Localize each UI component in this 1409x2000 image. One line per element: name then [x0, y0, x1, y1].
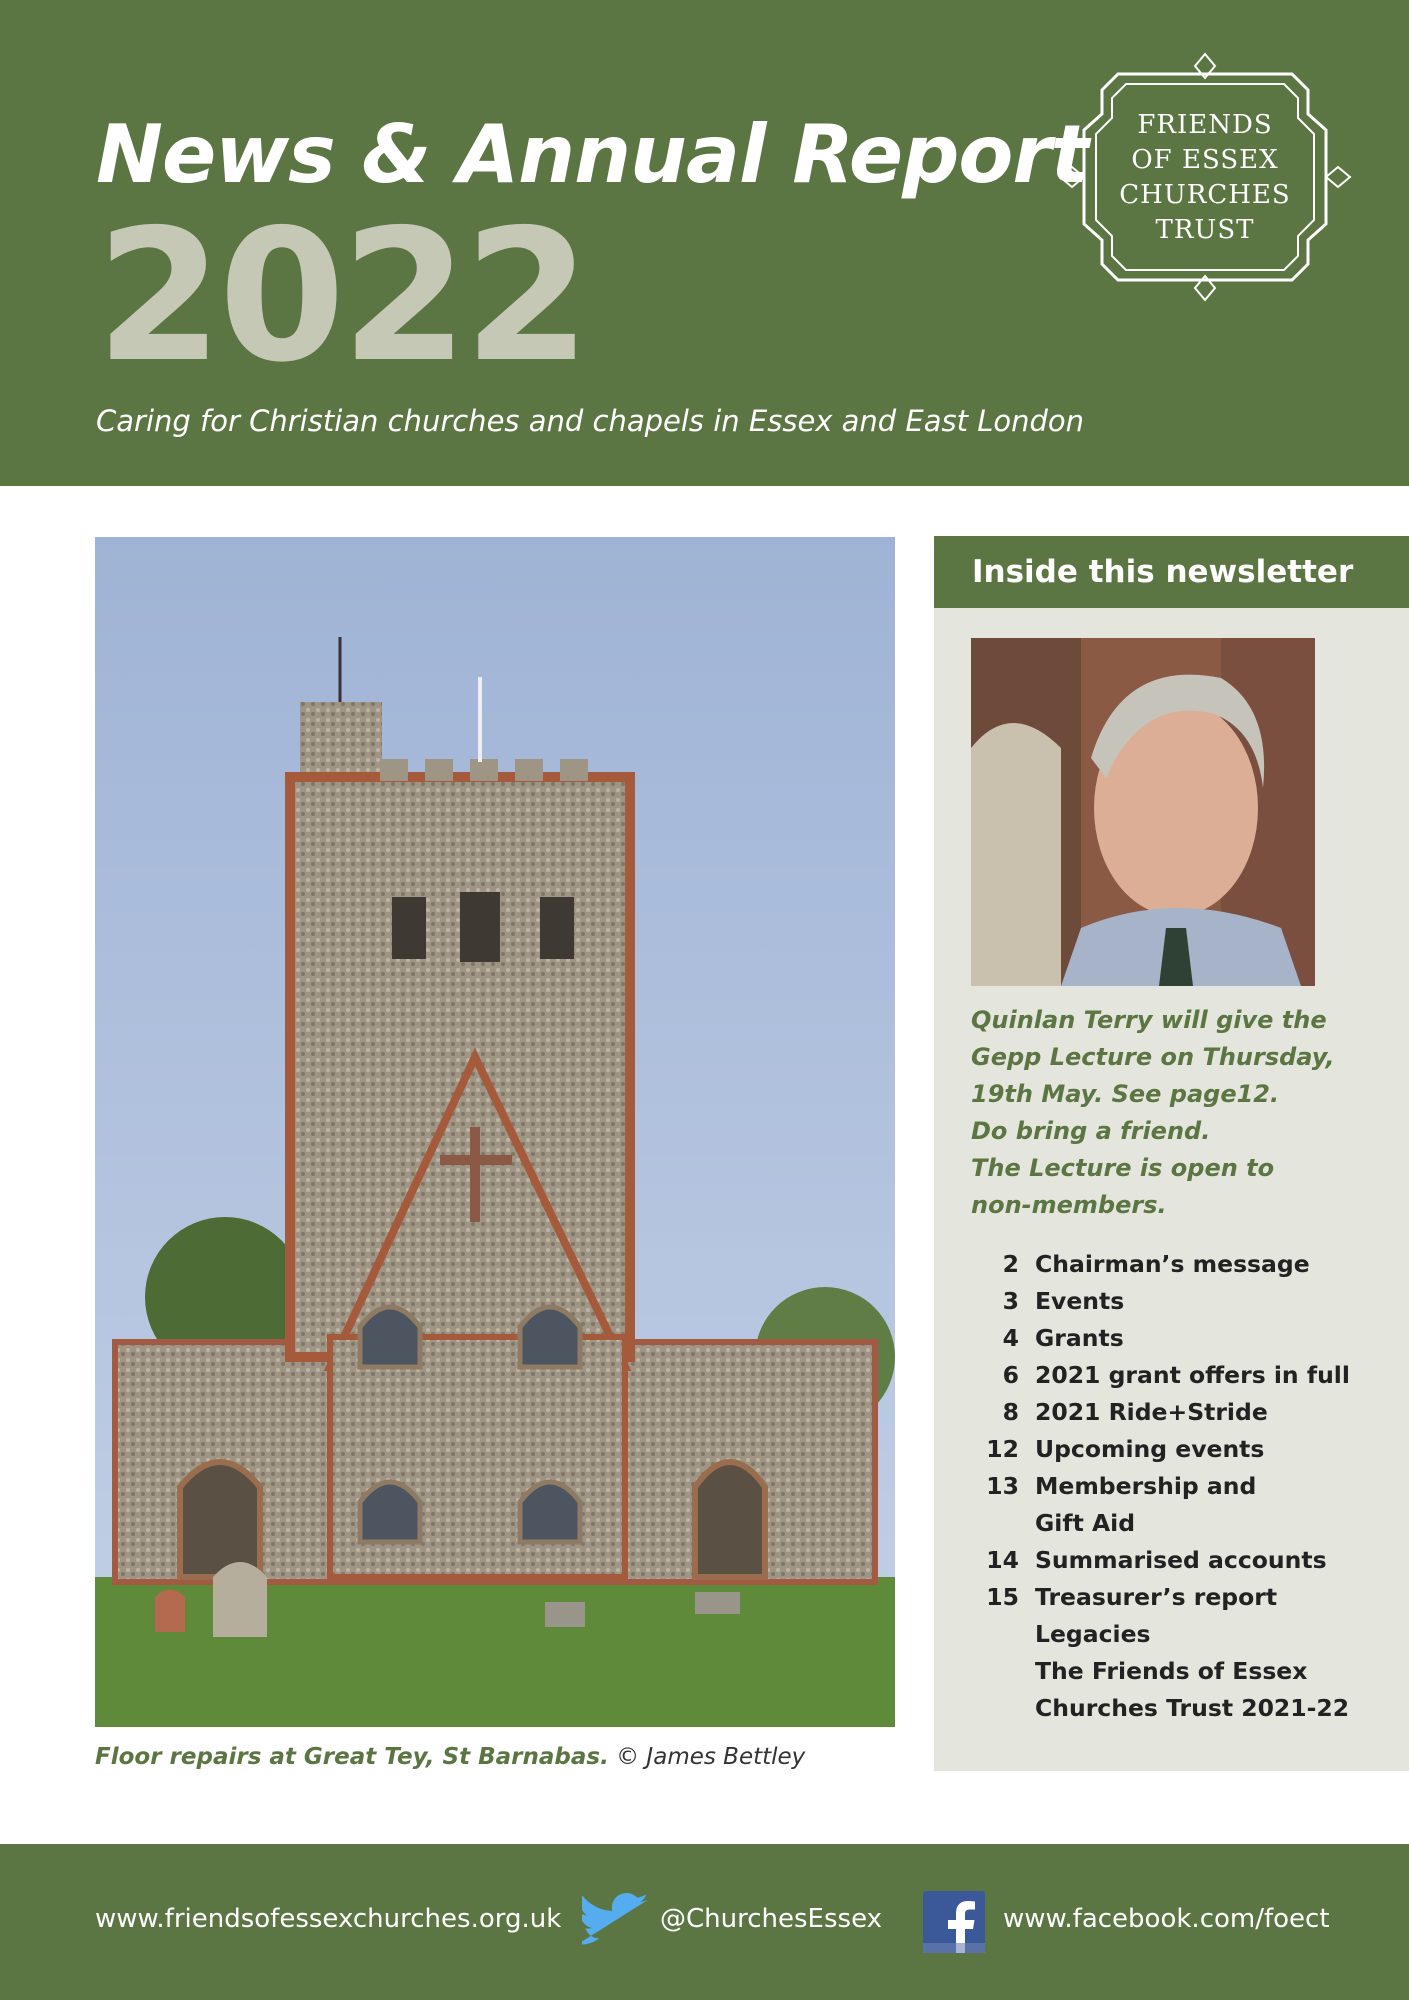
- contents-label: Legacies: [1035, 1620, 1151, 1648]
- contents-label: Treasurer’s report: [1035, 1583, 1278, 1611]
- contents-item: [971, 1357, 1391, 1394]
- promo-line: The Lecture is open to: [971, 1154, 1275, 1182]
- website-link[interactable]: www.friendsofessexchurches.org.uk: [95, 1904, 562, 1934]
- contents-label: 2021 Ride+Stride: [1035, 1398, 1268, 1426]
- contents-item: [971, 1505, 1391, 1542]
- contents-label: Gift Aid: [1035, 1509, 1136, 1537]
- contents-item: [971, 1579, 1391, 1616]
- gepp-lecture-promo: [971, 1002, 1371, 1224]
- contents-page: 2: [1002, 1250, 1019, 1278]
- contents-item: [971, 1431, 1391, 1468]
- contents-page: 13: [986, 1472, 1019, 1500]
- logo-line: TRUST: [1155, 215, 1255, 245]
- footer-bar: [0, 1844, 1409, 2000]
- contents-item: [971, 1616, 1391, 1653]
- logo-line: CHURCHES: [1119, 180, 1291, 210]
- contents-label: Churches Trust 2021-22: [1035, 1694, 1350, 1722]
- promo-line: Gepp Lecture on Thursday,: [971, 1043, 1335, 1071]
- caption-credit: © James Bettley: [616, 1744, 806, 1770]
- facebook-icon[interactable]: [923, 1891, 985, 1953]
- contents-item: [971, 1283, 1391, 1320]
- contents-list: [971, 1246, 1391, 1727]
- promo-line: 19th May. See page12.: [971, 1080, 1280, 1108]
- contents-item: [971, 1320, 1391, 1357]
- contents-page: [971, 1653, 1035, 1690]
- contents-page: 15: [986, 1583, 1019, 1611]
- contents-item: [971, 1542, 1391, 1579]
- contents-page: 4: [1002, 1324, 1019, 1352]
- contents-item: [971, 1653, 1391, 1690]
- contents-label: The Friends of Essex: [1035, 1657, 1308, 1685]
- contents-page: [971, 1690, 1035, 1727]
- contents-page: [971, 1505, 1035, 1542]
- promo-line: Do bring a friend.: [971, 1117, 1211, 1145]
- contents-page: 6: [1002, 1361, 1019, 1389]
- speaker-portrait: [971, 638, 1315, 986]
- caption-description: Floor repairs at Great Tey, St Barnabas.: [95, 1744, 609, 1770]
- report-title: News & Annual Report: [96, 108, 1089, 201]
- contents-label: Membership and: [1035, 1472, 1257, 1500]
- contents-item: [971, 1246, 1391, 1283]
- promo-line: Quinlan Terry will give the: [971, 1006, 1327, 1034]
- logo-line: OF ESSEX: [1131, 145, 1279, 175]
- photo-caption: [95, 1744, 805, 1770]
- logo-text: [1090, 108, 1320, 248]
- header-banner: [0, 0, 1409, 486]
- promo-line: non-members.: [971, 1191, 1167, 1219]
- twitter-icon[interactable]: [582, 1891, 652, 1951]
- contents-label: 2021 grant offers in full: [1035, 1361, 1350, 1389]
- panel-header: [934, 536, 1409, 608]
- contents-item: [971, 1468, 1391, 1505]
- contents-label: Events: [1035, 1287, 1125, 1315]
- logo-line: FRIENDS: [1137, 110, 1273, 140]
- contents-label: Chairman’s message: [1035, 1250, 1310, 1278]
- contents-label: Grants: [1035, 1324, 1124, 1352]
- twitter-handle[interactable]: @ChurchesEssex: [660, 1904, 882, 1934]
- tagline: Caring for Christian churches and chapels in Essex and East London: [96, 404, 1085, 438]
- panel-title: Inside this newsletter: [972, 554, 1354, 590]
- facebook-link[interactable]: www.facebook.com/foect: [1003, 1904, 1330, 1934]
- contents-page: 8: [1002, 1398, 1019, 1426]
- contents-label: Summarised accounts: [1035, 1546, 1327, 1574]
- inside-newsletter-panel: [934, 536, 1409, 1771]
- contents-item: [971, 1394, 1391, 1431]
- report-year: 2022: [96, 190, 587, 402]
- contents-label: Upcoming events: [1035, 1435, 1265, 1463]
- contents-page: 12: [986, 1435, 1019, 1463]
- contents-page: 14: [986, 1546, 1019, 1574]
- church-photo: [95, 537, 895, 1727]
- contents-page: 3: [1002, 1287, 1019, 1315]
- contents-page: [971, 1616, 1035, 1653]
- contents-item: [971, 1690, 1391, 1727]
